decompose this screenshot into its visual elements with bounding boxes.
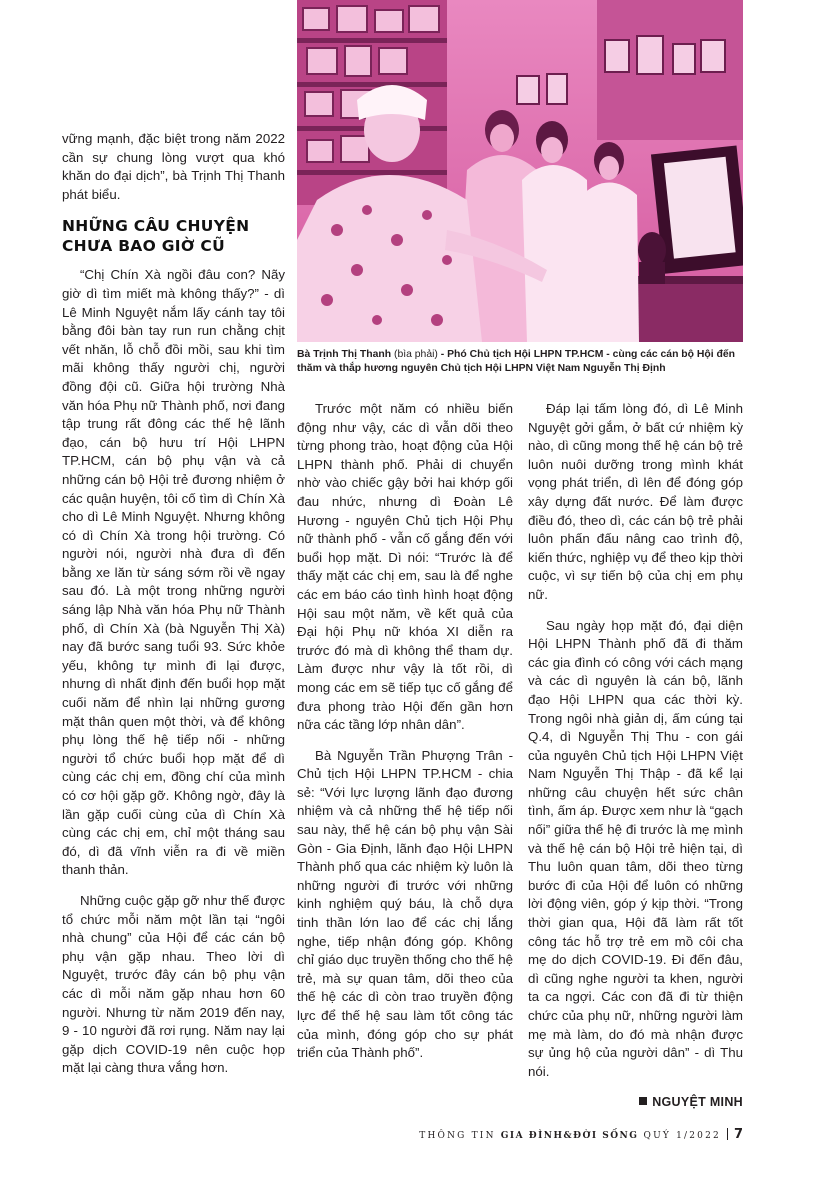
footer-issue: QUÝ 1/2022 bbox=[638, 1131, 721, 1141]
page-number: 7 bbox=[733, 1127, 743, 1142]
author-byline bbox=[528, 1093, 743, 1112]
article-photo bbox=[297, 0, 743, 342]
footer-brand: GIA ĐÌNH&ĐỜI SỐNG bbox=[500, 1131, 639, 1141]
column-1 bbox=[62, 130, 285, 1090]
caption-rest: - Phó Chủ tịch Hội LHPN TP.HCM - cùng các cán bộ Hội đến thăm và thắp hương nguyên Chủ tịch Hội LHPN Việt Nam Nguyễn Thị Định bbox=[297, 349, 735, 374]
column-2 bbox=[297, 400, 513, 1075]
section-heading-line-2: CHƯA BAO GIỜ CŨ bbox=[62, 237, 225, 256]
byline-square-icon bbox=[639, 1097, 647, 1105]
section-heading bbox=[62, 216, 285, 256]
section-heading-line-1: NHỮNG CÂU CHUYỆN bbox=[62, 217, 250, 236]
col3-paragraph-1: Đáp lại tấm lòng đó, dì Lê Minh Nguyệt gởi gắm, ở bất cứ nhiệm kỳ nào, dì cũng mong thế hệ cán bộ trẻ luôn nuôi dưỡng trong mình khát vọng phát triển, dì lên để đóng góp xây dựng đất nước. Để làm được điều đó, theo dì, các cán bộ trẻ phải luôn phấn đấu nâng cao trình độ, kiến thức, nghiệp vụ để theo kịp thời cuộc, vì sự tiến bộ của chị em phụ nữ. bbox=[528, 401, 743, 602]
intro-paragraph: vững mạnh, đặc biệt trong năm 2022 cần sự chung lòng vượt qua khó khăn do đại dịch”, bà Trịnh Thị Thanh phát biểu. bbox=[62, 131, 285, 202]
column-3 bbox=[528, 400, 743, 1112]
caption-note: (bìa phải) bbox=[391, 349, 441, 360]
caption-name: Bà Trịnh Thị Thanh bbox=[297, 349, 392, 360]
col1-paragraph-2: Những cuộc gặp gỡ như thế được tổ chức mỗi năm một lần tại “ngôi nhà chung” của Hội để các cán bộ phụ vận gặp nhau. Theo lời dì Nguyệt, trước đây cán bộ phụ vận các dì mỗi năm gặp nhau hơn 60 người. Nhưng từ năm 2019 đến nay, 9 - 10 người đã rơi rụng. Năm nay lại gặp dịch COVID-19 nên cuộc họp mặt lại càng thưa vắng hơn. bbox=[62, 892, 285, 1076]
col1-paragraph-1: “Chị Chín Xà ngồi đâu con? Nãy giờ dì tìm miết mà không thấy?” - dì Lê Minh Nguyệt nắm lấy cánh tay tôi bằng đôi bàn tay run run chằng chịt vết nhăn, lỗ chỗ đồi mồi, sau khi tìm mãi không thấy người chị, người đồng đội cũ. Giữa hội trường Nhà văn hóa Phụ nữ Thành phố, nơi đang tập trung rất đông các thế hệ lãnh đạo, cán bộ hưu trí Hội LHPN TP.HCM, cán bộ phụ vận và cả những cán bộ Hội trẻ đương nhiệm ở các quận huyện, tôi cố tìm dì Chín Xà cho dì Lê Minh Nguyệt. Nhưng không có dì Chín Xà trong hội trường. Có người nói, người nhà đưa dì đến bằng xe lăn từ sáng sớm rồi về ngay sau đó. Là một trong những người sáng lập Nhà văn hóa Phụ nữ Thành phố, dì Chín Xà (bà Nguyễn Thị Xà) nay đã bước sang tuổi 93. Sức khỏe yếu, không tự mình đi lại được, nhưng dì nhất định đến buổi họp mặt cuối năm để nhìn lại những gương mặt thân quen một thời, và để không phụ lòng thế hệ tiếp nối - những người tổ chức buổi họp mặt để dì cùng các chị em, đồng chí của mình có cơ hội gặp gỡ. Không ngờ, đây là lần gặp cuối cùng của dì Chín Xà cùng các chị em, chỉ một tháng sau đó, dì đã vĩnh viễn ra đi về miền thanh thản. bbox=[62, 267, 285, 878]
footer-prefix: THÔNG TIN bbox=[419, 1131, 501, 1141]
footer-divider bbox=[727, 1128, 728, 1140]
col2-paragraph-1: Trước một năm có nhiều biến động như vậy, các dì vẫn dõi theo từng phong trào, hoạt động của Hội LHPN thành phố. Phải di chuyển nhờ vào chiếc gậy bởi hai khớp gối đau nhức, nhưng dì Đoàn Lê Hương - nguyên Chủ tịch Hội Phụ nữ thành phố - vẫn cố gắng đến với buổi họp mặt. Dì nói: “Trước là để thấy mặt các chị em, sau là để nghe các em báo cáo tình hình hoạt động Hội sau một năm, về kết quả của Đại hội Phụ nữ khóa XI diễn ra trước đó mà dì không thể tham dự. Làm được như vậy là tốt rồi, dì mong các em sẽ tiếp tục cố gắng để đưa phong trào Hội đến gần hơn nữa các tầng lớp nhân dân”. bbox=[297, 401, 513, 733]
author-name: NGUYỆT MINH bbox=[652, 1095, 743, 1110]
page-footer bbox=[419, 1127, 743, 1142]
photo-illustration bbox=[297, 0, 743, 342]
col2-paragraph-2: Bà Nguyễn Trần Phượng Trân - Chủ tịch Hội LHPN TP.HCM - chia sẻ: “Với lực lượng lãnh đạo đương nhiệm và cả những thế hệ tiếp nối sau này, thế hệ cán bộ phụ vận Sài Gòn - Gia Định, lãnh đạo Hội LHPN Thành phố qua các nhiệm kỳ luôn là những người đi trước với những kinh nghiệm quý báu, là chỗ dựa tinh thần lớn lao để các chị lắng nghe, tiếp nhận đóng góp. Không chỉ giáo dục truyền thống cho thế hệ trẻ, mà sự quan tâm, dõi theo của thế hệ các dì còn trao truyền động lực để thế hệ sau làm tốt công tác của mình, đóng góp cho sự phát triển của Thành phố”. bbox=[297, 747, 513, 1061]
photo-caption bbox=[297, 348, 743, 376]
col3-paragraph-2: Sau ngày họp mặt đó, đại diện Hội LHPN Thành phố đã đi thăm các gia đình có công với cách mạng và các dì nguyên là cán bộ, lãnh đạo Hội LHPN qua các thời kỳ. Trong ngôi nhà giản dị, ấm cúng tại Q.4, dì Nguyễn Thị Thu - con gái của nguyên Chủ tịch Hội LHPN Việt Nam Nguyễn Thị Thập - đã kể lại những câu chuyện hết sức chân tình, ấm áp. Được xem như là “gạch nối” giữa thế hệ đi trước là mẹ mình và thế hệ cán bộ Hội trẻ hiện tại, dì Thu luôn quan tâm, dõi theo từng bước đi của Hội để luôn có những lời động viên, góp ý kịp thời. “Trong thời gian qua, Hội đã làm rất tốt công tác hỗ trợ trẻ em mồ côi cha mẹ do dịch COVID-19. Đi đến đâu, dì cũng nghe người ta khen, người ta ca ngợi. Các con đã đi từ thiện chức của phụ nữ, những người làm mẹ mà làm, do đó mà nhận được sự ủng hộ của người dân” - dì Thu nói. bbox=[528, 617, 743, 1079]
